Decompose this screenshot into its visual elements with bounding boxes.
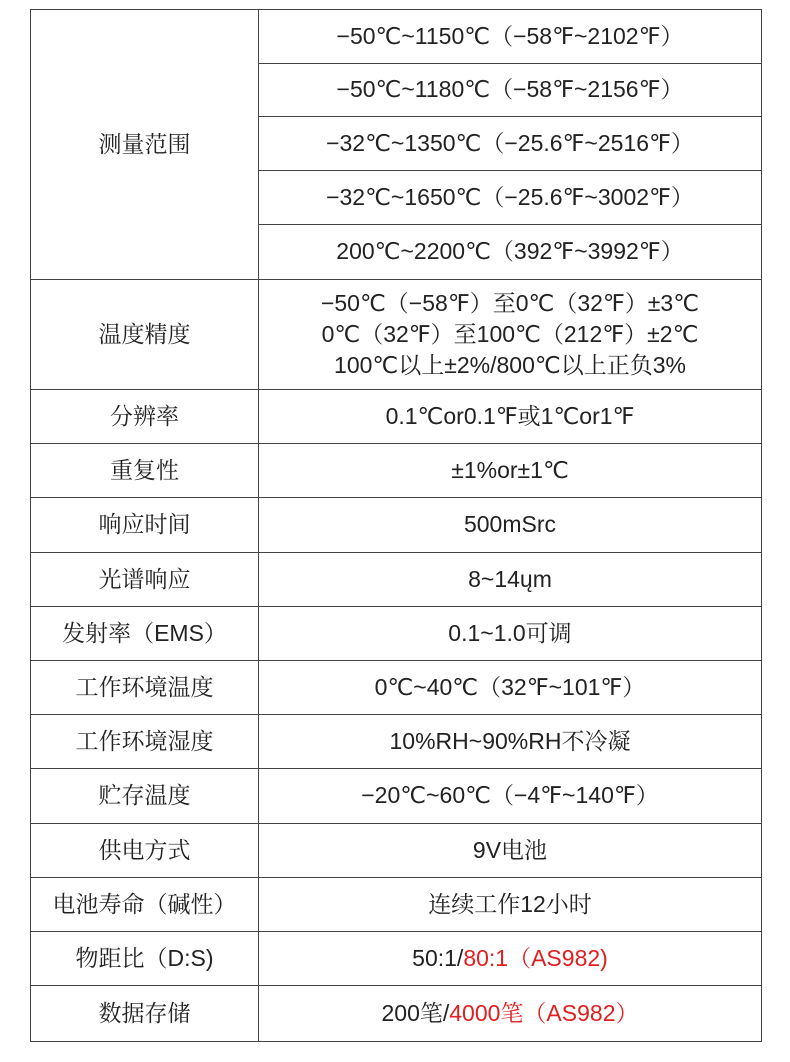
storage-standard: 200笔/ bbox=[381, 999, 450, 1026]
spec-label-battery-life: 电池寿命（碱性） bbox=[31, 878, 259, 932]
spec-value-ds-ratio bbox=[259, 932, 762, 986]
spec-label-op-humidity: 工作环境湿度 bbox=[31, 715, 259, 769]
spec-value-range-4: −32℃~1650℃（−25.6℉~3002℉） bbox=[259, 171, 762, 225]
table-row bbox=[31, 824, 762, 878]
spec-value-resolution: 0.1℃or0.1℉或1℃or1℉ bbox=[259, 390, 762, 444]
spec-value-op-temp: 0℃~40℃（32℉~101℉） bbox=[259, 661, 762, 715]
table-row bbox=[31, 607, 762, 661]
spec-label-storage-temp: 贮存温度 bbox=[31, 769, 259, 824]
spec-value-battery-life: 连续工作12小时 bbox=[259, 878, 762, 932]
spec-label-storage: 数据存储 bbox=[31, 986, 259, 1042]
spec-value-range-2: −50℃~1180℃（−58℉~2156℉） bbox=[259, 64, 762, 117]
spec-table bbox=[30, 9, 762, 1042]
table-row bbox=[31, 932, 762, 986]
spec-label-power: 供电方式 bbox=[31, 824, 259, 878]
spec-value-range-3: −32℃~1350℃（−25.6℉~2516℉） bbox=[259, 117, 762, 171]
spec-label-response-time: 响应时间 bbox=[31, 498, 259, 553]
spec-value-response-time: 500mSrc bbox=[259, 498, 762, 553]
spec-value-storage bbox=[259, 986, 762, 1042]
table-row bbox=[31, 661, 762, 715]
table-row bbox=[31, 444, 762, 498]
spec-label-emissivity: 发射率（EMS） bbox=[31, 607, 259, 661]
spec-value-power: 9V电池 bbox=[259, 824, 762, 878]
accuracy-line-3: 100℃以上±2%/800℃以上正负3% bbox=[334, 352, 686, 379]
spec-value-storage-temp: −20℃~60℃（−4℉~140℉） bbox=[259, 769, 762, 824]
table-row bbox=[31, 769, 762, 824]
spec-value-range-1: −50℃~1150℃（−58℉~2102℉） bbox=[259, 10, 762, 64]
table-row bbox=[31, 553, 762, 607]
accuracy-line-2: 0℃（32℉）至100℃（212℉）±2℃ bbox=[321, 320, 699, 347]
accuracy-line-1: −50℃（−58℉）至0℃（32℉）±3℃ bbox=[320, 289, 700, 316]
spec-label-range: 测量范围 bbox=[31, 10, 259, 280]
spec-value-spectral: 8~14ųm bbox=[259, 553, 762, 607]
spec-label-repeatability: 重复性 bbox=[31, 444, 259, 498]
table-row bbox=[31, 986, 762, 1042]
table-row bbox=[31, 390, 762, 444]
spec-label-ds-ratio: 物距比（D:S) bbox=[31, 932, 259, 986]
table-row bbox=[31, 498, 762, 553]
spec-value-range-5: 200℃~2200℃（392℉~3992℉） bbox=[259, 225, 762, 280]
spec-value-repeatability: ±1%or±1℃ bbox=[259, 444, 762, 498]
table-row bbox=[31, 10, 762, 64]
spec-value-emissivity: 0.1~1.0可调 bbox=[259, 607, 762, 661]
table-row bbox=[31, 715, 762, 769]
table-row bbox=[31, 878, 762, 932]
spec-value-accuracy bbox=[259, 280, 762, 390]
spec-label-spectral: 光谱响应 bbox=[31, 553, 259, 607]
spec-label-resolution: 分辨率 bbox=[31, 390, 259, 444]
ds-ratio-as982: 80:1（AS982) bbox=[463, 944, 608, 971]
storage-as982: 4000笔（AS982） bbox=[449, 999, 639, 1026]
ds-ratio-standard: 50:1/ bbox=[412, 944, 464, 971]
spec-label-accuracy: 温度精度 bbox=[31, 280, 259, 390]
table-row bbox=[31, 280, 762, 390]
spec-value-op-humidity: 10%RH~90%RH不冷凝 bbox=[259, 715, 762, 769]
spec-label-op-temp: 工作环境温度 bbox=[31, 661, 259, 715]
